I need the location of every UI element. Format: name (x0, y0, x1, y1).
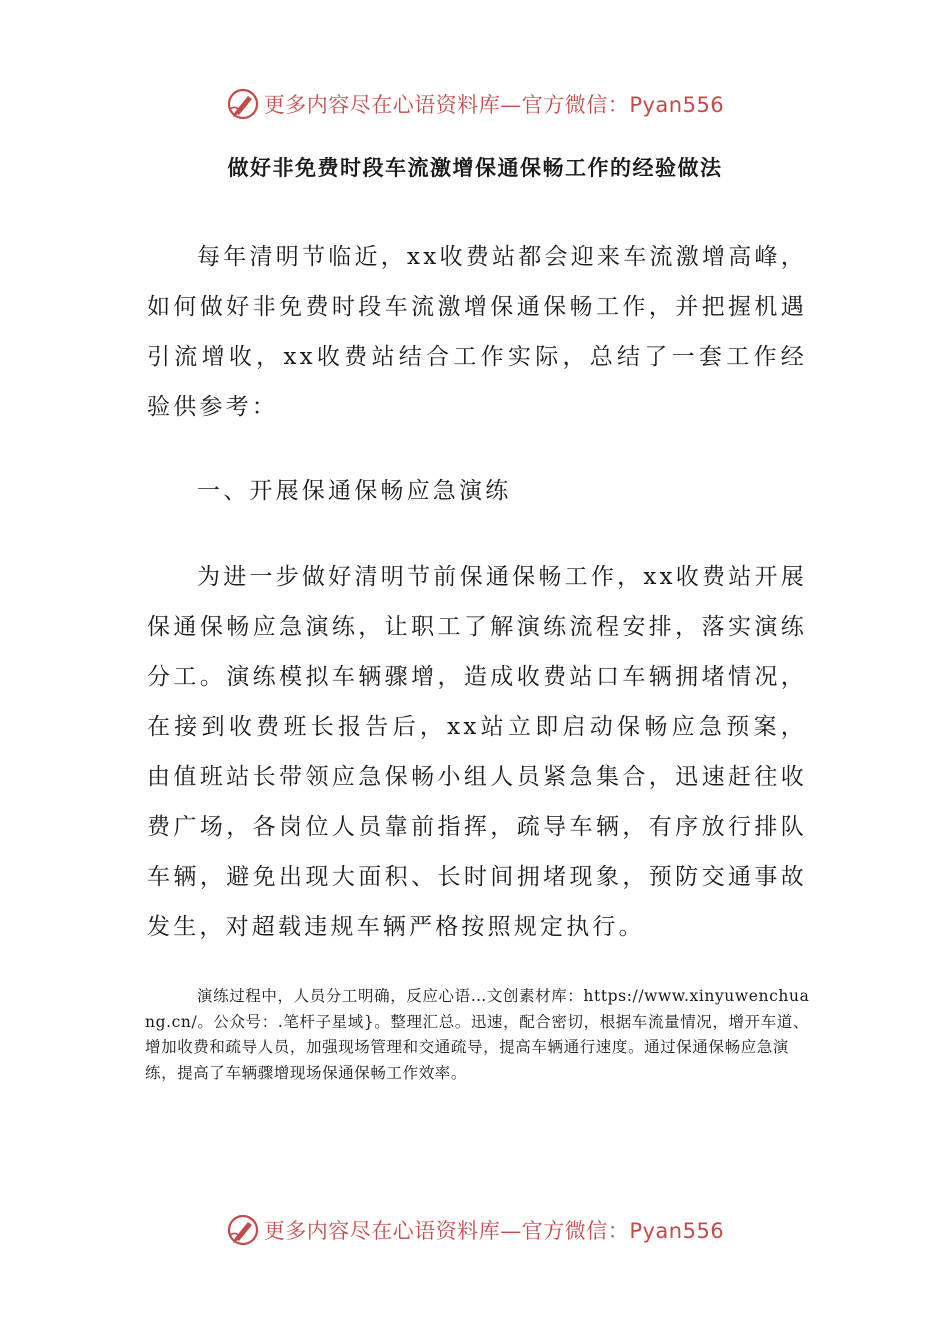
watermark-banner-top (0, 84, 950, 124)
watermark-text: 更多内容尽在心语资料库—官方微信：Pyan556 (263, 93, 725, 117)
paragraph-summary: 演练过程中，人员分工明确，反应心语…文创素材库：https://www.xinyuwenchuang.cn/。公众号：.笔杆子星域}。整理汇总。迅速，配合密切，根据车流量情况，增开车道、增加收费和疏导人员，加强现场管理和交通疏导，提高车辆通行速度。通过保通保畅应急演练，提高了车辆骤增现场保通保畅工作效率。 (145, 987, 810, 1082)
watermark-text: 更多内容尽在心语资料库—官方微信：Pyan556 (263, 1219, 725, 1243)
pen-logo-icon (226, 87, 260, 121)
paragraph-drill: 为进一步做好清明节前保通保畅工作，xx收费站开展保通保畅应急演练，让职工了解演练流程安排，落实演练分工。演练模拟车辆骤增，造成收费站口车辆拥堵情况，在接到收费班长报告后，xx站立即启动保畅应急预案，由值班站长带领应急保畅小组人员紧急集合，迅速赶往收费广场，各岗位人员靠前指挥，疏导车辆，有序放行排队车辆，避免出现大面积、长时间拥堵现象，预防交通事故发生，对超载违规车辆严格按照规定执行。 (147, 564, 807, 940)
document-title: 做好非免费时段车流激增保通保畅工作的经验做法 (227, 156, 723, 180)
watermark-banner-bottom (0, 1210, 950, 1250)
pen-logo-icon (226, 1213, 260, 1247)
section-heading-1: 一、开展保通保畅应急演练 (197, 478, 512, 504)
paragraph-intro: 每年清明节临近，xx收费站都会迎来车流激增高峰，如何做好非免费时段车流激增保通保畅工作，并把握机遇引流增收，xx收费站结合工作实际，总结了一套工作经验供参考： (147, 244, 807, 420)
